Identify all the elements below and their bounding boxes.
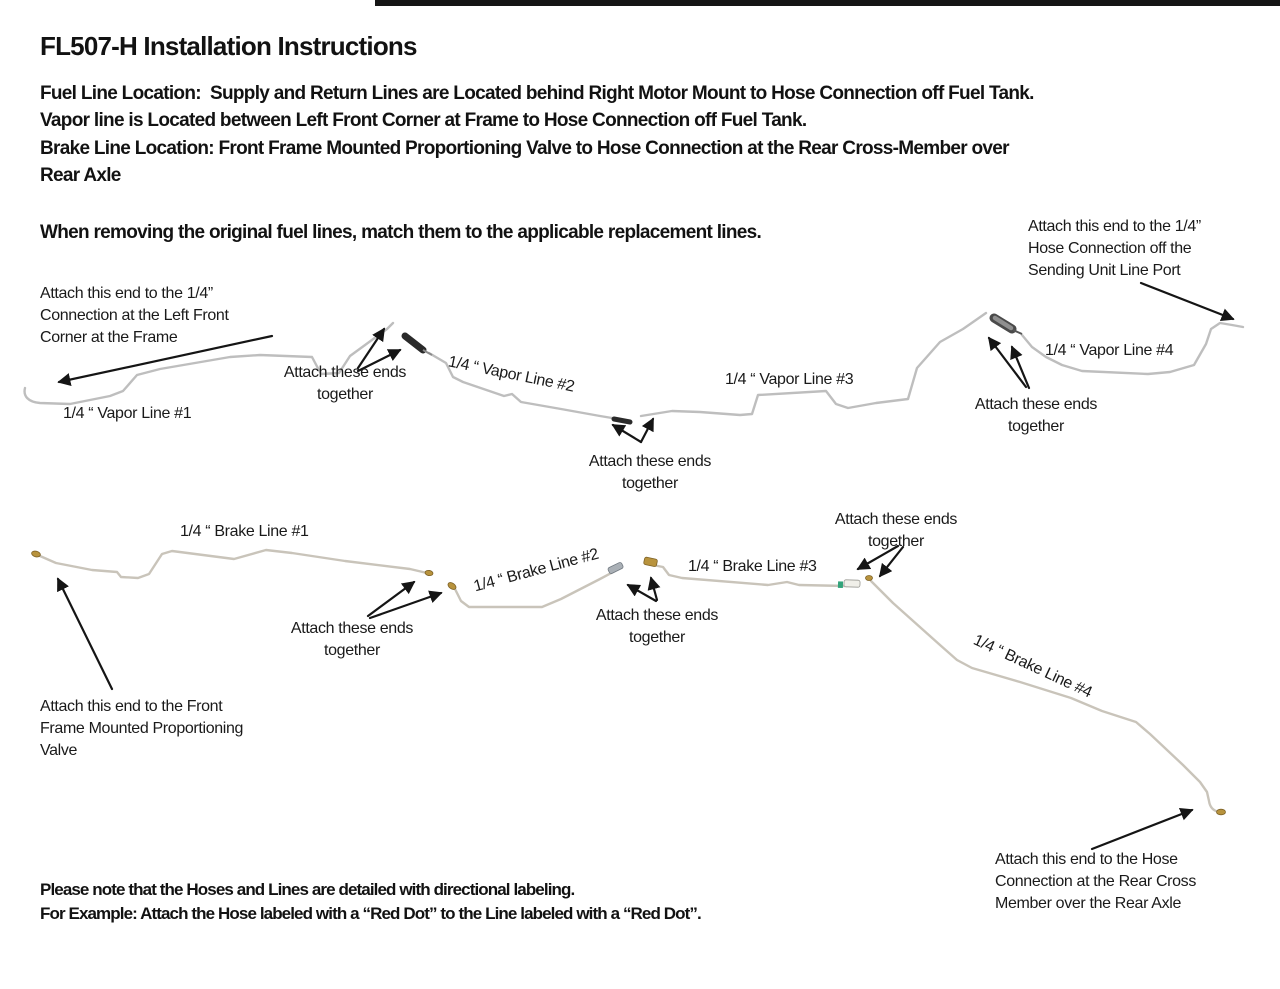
annotation-attach-ends-brake12: Attach these ends together: [290, 620, 414, 659]
intro-line: Vapor line is Located between Left Front Corner at Frame to Hose Connection off Fuel Tank.: [40, 110, 807, 132]
vapor-line-3: [641, 313, 986, 416]
annotation-prop-valve: Attach this end to the Front Frame Mounted Proportioning Valve: [40, 698, 244, 759]
label-vapor-line-4: 1/4 “ Vapor Line #4: [1045, 342, 1174, 359]
intro-line: Rear Axle: [40, 165, 121, 187]
label-brake-line-1: 1/4 “ Brake Line #1: [180, 523, 309, 540]
page-title: FL507-H Installation Instructions: [40, 31, 417, 61]
arrow-attach-vapor34-b: [1012, 347, 1029, 388]
arrow-attach-brake23-a: [628, 585, 656, 601]
annotation-left-front-corner: Attach this end to the 1/4” Connection at the Left Front Corner at the Frame: [40, 285, 229, 346]
fitting-silver: [607, 562, 623, 574]
annotation-attach-ends-vapor34: Attach these ends together: [974, 396, 1098, 435]
matching-note: When removing the original fuel lines, match them to the applicable replacement lines.: [40, 222, 762, 243]
annotation-attach-ends-vapor23: Attach these ends together: [588, 453, 712, 492]
annotation-attach-ends-brake23: Attach these ends together: [595, 607, 719, 646]
arrow-attach-vapor23-a: [613, 425, 641, 442]
label-vapor-line-2: 1/4 “ Vapor Line #2: [446, 353, 576, 396]
annotation-attach-ends-brake34: Attach these ends together: [834, 511, 958, 550]
annotation-attach-ends-vapor12: Attach these ends together: [283, 364, 407, 403]
fitting-brass: [866, 576, 873, 581]
arrow-sending-unit: [1141, 283, 1233, 319]
fitting-brass: [425, 570, 434, 577]
arrow-attach-vapor34-a: [989, 338, 1026, 387]
footer-line: Please note that the Hoses and Lines are detailed with directional labeling.: [40, 880, 575, 899]
footer-note: [40, 878, 701, 926]
label-vapor-line-1: 1/4 “ Vapor Line #1: [63, 405, 192, 422]
footer-line: For Example: Attach the Hose labeled with a “Red Dot” to the Line labeled with a “Red Dot”.: [40, 904, 701, 923]
label-brake-line-3: 1/4 “ Brake Line #3: [688, 558, 817, 575]
label-vapor-line-3: 1/4 “ Vapor Line #3: [725, 371, 854, 388]
location-intro: [40, 80, 1034, 190]
fitting-brass: [31, 550, 41, 558]
hose-connector-1: [405, 336, 423, 350]
annotation-rear-cross-member: Attach this end to the Hose Connection at the Rear Cross Member over the Rear Axle: [995, 851, 1196, 912]
hose-connector-2: [614, 419, 630, 422]
intro-line: Brake Line Location: Front Frame Mounted Proportioning Valve to Hose Connection at the Rear Cross-Member over: [40, 137, 1009, 159]
label-brake-line-2: 1/4 “ Brake Line #2: [471, 545, 601, 596]
arrow-prop-valve: [58, 579, 112, 689]
annotation-sending-unit: Attach this end to the 1/4” Hose Connection off the Sending Unit Line Port: [1028, 218, 1201, 279]
arrow-attach-brake23-b: [651, 578, 657, 600]
fitting-green-band: [838, 581, 843, 588]
brake-line-1: [40, 550, 427, 578]
fitting-brass: [1217, 809, 1226, 815]
brake-line-4: [871, 581, 1219, 812]
fitting-white: [844, 580, 860, 588]
label-brake-line-4: 1/4 “ Brake Line #4: [970, 631, 1095, 702]
intro-line: Fuel Line Location: Supply and Return Lines are Located behind Right Motor Mount to Hose Connection off Fuel Tank.: [40, 83, 1034, 104]
fitting-brass: [643, 557, 657, 567]
arrow-attach-vapor23-b: [641, 419, 653, 442]
arrow-rear-cross-member: [1092, 810, 1192, 849]
annotation-arrows: [58, 283, 1233, 849]
